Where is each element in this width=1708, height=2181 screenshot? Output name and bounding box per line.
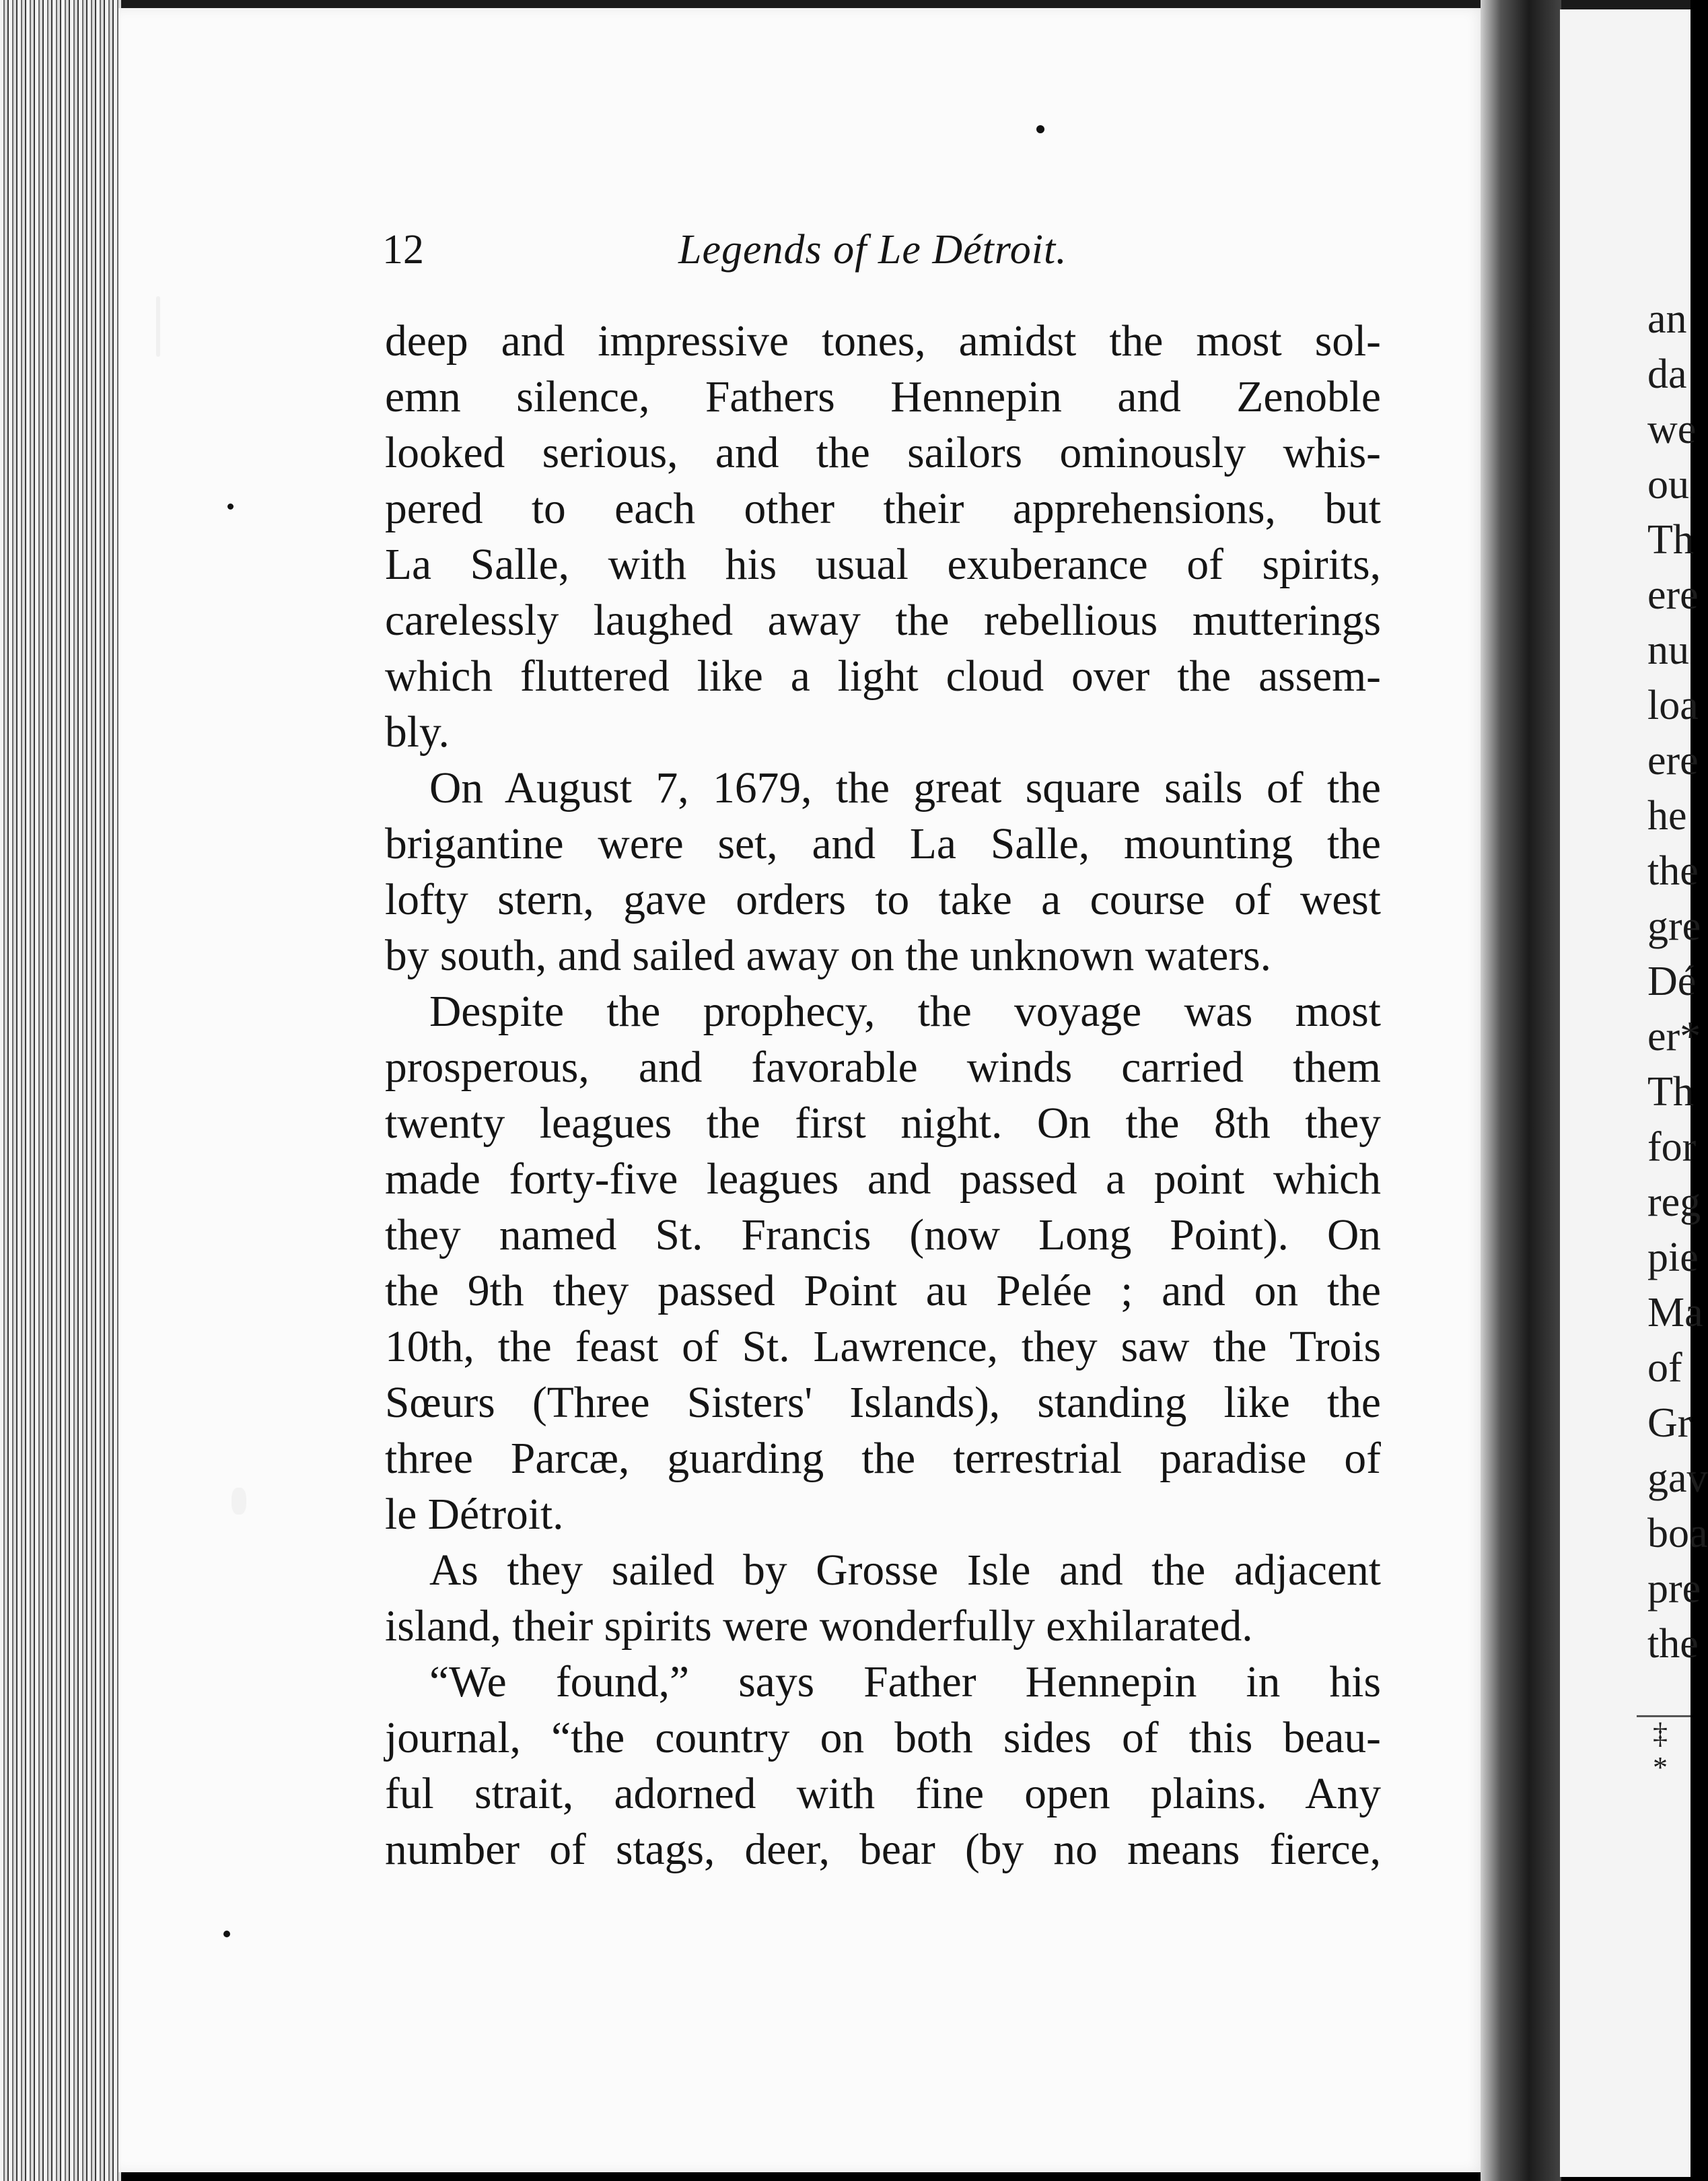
scan-speck [232,1488,246,1515]
facing-page-text: Th [1647,1069,1694,1115]
text-line: carelessly laughed away the rebellious mutterings [385,596,1381,645]
text-line: La Salle, with his usual exuberance of spirits, [385,541,1381,589]
text-line: pered to each other their apprehensions, but [385,485,1381,533]
scan-speck [227,504,234,510]
text-line: le Détroit. [385,1490,564,1539]
facing-page-text: ere [1647,738,1699,784]
facing-page-text: for [1647,1124,1697,1170]
running-title: Legends of Le Détroit. [678,227,1067,273]
facing-page-text: loa [1647,683,1699,728]
text-line: emn silence, Fathers Hennepin and Zenoble [385,373,1381,421]
facing-page-text: Th [1647,517,1694,563]
text-line: brigantine were set, and La Salle, mounting the [385,820,1381,868]
text-line: 10th, the feast of St. Lawrence, they saw the Trois [385,1323,1381,1371]
text-line: ful strait, adorned with fine open plains. Any [385,1770,1381,1818]
text-line: Sœurs (Three Sisters' Islands), standing like the [385,1379,1381,1427]
facing-page-text: ou [1647,462,1689,508]
text-line: looked serious, and the sailors ominously whis- [385,429,1381,477]
text-line: lofty stern, gave orders to take a course of west [385,876,1381,924]
text-line: “We found,” says Father Hennepin in his [429,1658,1381,1706]
text-line: As they sailed by Grosse Isle and the adjacent [429,1546,1381,1595]
scan-speck [223,1931,230,1937]
text-line: number of stags, deer, bear (by no means fierce, [385,1826,1381,1874]
facing-page-text: the [1647,848,1699,894]
text-line: made forty-five leagues and passed a point which [385,1155,1381,1204]
text-line: On August 7, 1679, the great square sails of the [429,764,1381,812]
facing-page-fragment [1560,9,1708,2177]
text-line: three Parcæ, guarding the terrestrial paradise of [385,1434,1381,1483]
text-line: which fluttered like a light cloud over the assem- [385,652,1381,701]
text-line: they named St. Francis (now Long Point). On [385,1211,1381,1259]
text-line: island, their spirits were wonderfully exhilarated. [385,1602,1253,1651]
facing-page-text: ‡ [1653,1717,1668,1750]
facing-page-text: Dé [1647,959,1697,1004]
text-line: prosperous, and favorable winds carried them [385,1043,1381,1092]
facing-page-text: boa [1647,1511,1708,1556]
facing-page-text: da [1647,351,1687,397]
facing-page-text: the [1647,1621,1699,1667]
running-head [382,226,1378,280]
body-text [385,314,1381,1878]
facing-page-text: gav [1647,1455,1708,1501]
facing-page-text: Gr [1647,1400,1692,1446]
scan-speck [156,296,160,357]
facing-page-text: of [1647,1345,1682,1391]
text-line: deep and impressive tones, amidst the most sol- [385,317,1381,366]
book-page-edges [0,0,121,2181]
facing-page-text: pie [1647,1235,1699,1280]
scan-speck [1036,125,1044,133]
footnote-divider [1637,1715,1691,1717]
text-line: Despite the prophecy, the voyage was most [429,988,1381,1036]
text-line: the 9th they passed Point au Pelée ; and on the [385,1267,1381,1315]
facing-page-text: he [1647,793,1687,839]
book-gutter [1481,0,1561,2181]
text-line: by south, and sailed away on the unknown waters. [385,932,1272,980]
text-line: twenty leagues the first night. On the 8th they [385,1099,1381,1148]
facing-page-text: Ma [1647,1290,1703,1336]
facing-page-text: we [1647,407,1697,452]
text-line: bly. [385,708,450,757]
facing-page-text: er* [1647,1014,1701,1060]
facing-page-text: pre [1647,1566,1701,1612]
facing-page-text: an [1647,296,1687,342]
facing-page-text: ere [1647,572,1699,618]
text-line: journal, “the country on both sides of this beau- [385,1714,1381,1762]
page-number: 12 [382,227,424,273]
facing-page-text: nu [1647,627,1689,673]
facing-page-text: reg [1647,1179,1701,1225]
facing-page-text: gre [1647,903,1701,949]
facing-page-text: * [1653,1751,1668,1784]
